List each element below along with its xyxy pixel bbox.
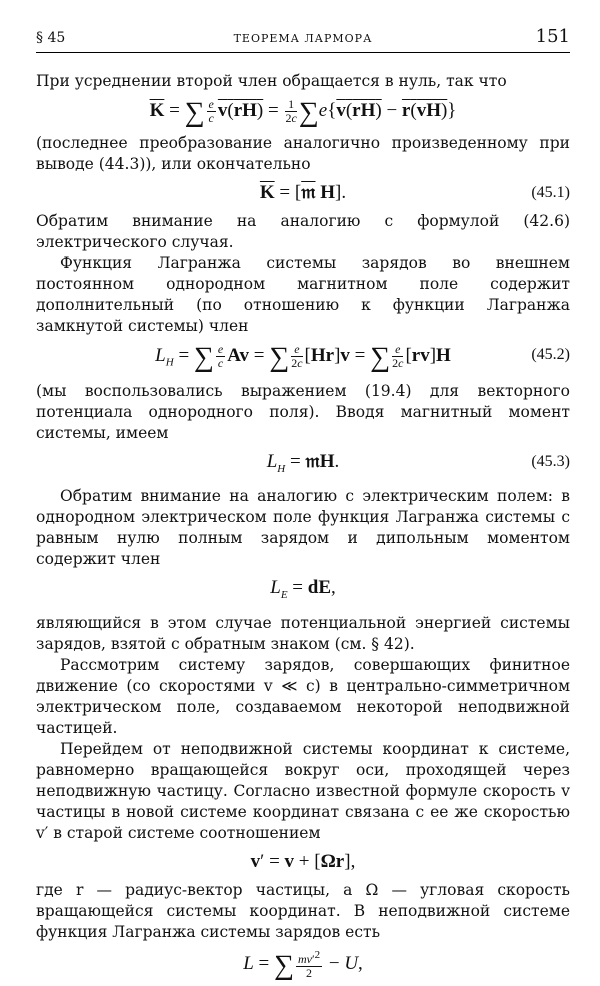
paragraph-2: (последнее преобразование аналогично произведенному при выводе (44.3)), или окончательно [36,133,570,173]
formula-k-average: $\overline{K}$ = ∑ $\frac{e}{c}$ v(rH) = $\frac{1}{2c}$ ∑e{v(rH) − r(vH)} [149,96,457,128]
paragraph-8: Рассмотрим систему зарядов, совершающих финитное движение (со скоростями v ≪ c) в центрально-симметричном электрическом поле, создаваемом некоторой неподвижной частицей. [36,656,570,738]
paragraph-6: Обратим внимание на аналогию с электрическим полем: в однородном электрическом поле функция Лагранжа системы с равным нулю полным зарядом и дипольным моментом содержит член [36,487,570,569]
paragraph-1: При усреднении второй член обращается в нуль, так что [36,72,507,90]
formula-lagrangian: L = ∑ $\frac{mv'^2}{2}$ − U, [243,949,363,981]
page [36,24,570,986]
paragraph-3: Обратим внимание на аналогию с формулой (42.6) электрического случая. [36,211,570,251]
equation-number: (45.2) [531,345,570,363]
section-number: § 45 [36,30,66,46]
formula-45-2: $L_H$ = ∑ $\frac{e}{c}$ Av = ∑ $\frac{e}{2c}$ [Hr]v = ∑ $\frac{e}{2c}$ [rv]H (45.2) [155,341,570,373]
paragraph-9: Перейдем от неподвижной системы координат к системе, равномерно вращающейся вокруг оси, проходящей через неподвижную частицу. Согласно известной формуле скорость v частицы в новой системе координат связана с ее же скоростью v′ в старой системе соотношением [36,740,570,843]
equation-number: (45.3) [531,452,570,470]
running-header [36,24,570,53]
paragraph-10: где r — радиус-вектор частицы, а Ω — угловая скорость вращающейся системы координат. В неподвижной системе функция Лагранжа системы зарядов есть [36,881,570,942]
page-number: 151 [535,26,570,47]
formula-velocity: v′ = v + [Ωr], [250,851,356,873]
formula-45-1: $\overline{K}$ = [𝔪 H]. (45.1) [259,181,570,203]
formula-45-3: $L_H$ = 𝔪H. (45.3) [266,450,570,475]
paragraph-5: (мы воспользовались выражением (19.4) для векторного потенциала однородного поля). Вводя магнитный момент системы, имеем [36,381,570,442]
paragraph-4: Функция Лагранжа системы зарядов во внешнем постоянном однородном магнитном поле содержит дополнительный (по отношению к функции Лагранжа замкнутой системы) член [36,253,570,335]
running-title: ТЕОРЕМА ЛАРМОРА [233,32,373,45]
paragraph-7: являющийся в этом случае потенциальной энергией системы зарядов, взятой с обратным знаком (см. § 42). [36,614,570,654]
formula-le: $L_E$ = dE, [270,577,336,602]
equation-number: (45.1) [531,183,570,201]
